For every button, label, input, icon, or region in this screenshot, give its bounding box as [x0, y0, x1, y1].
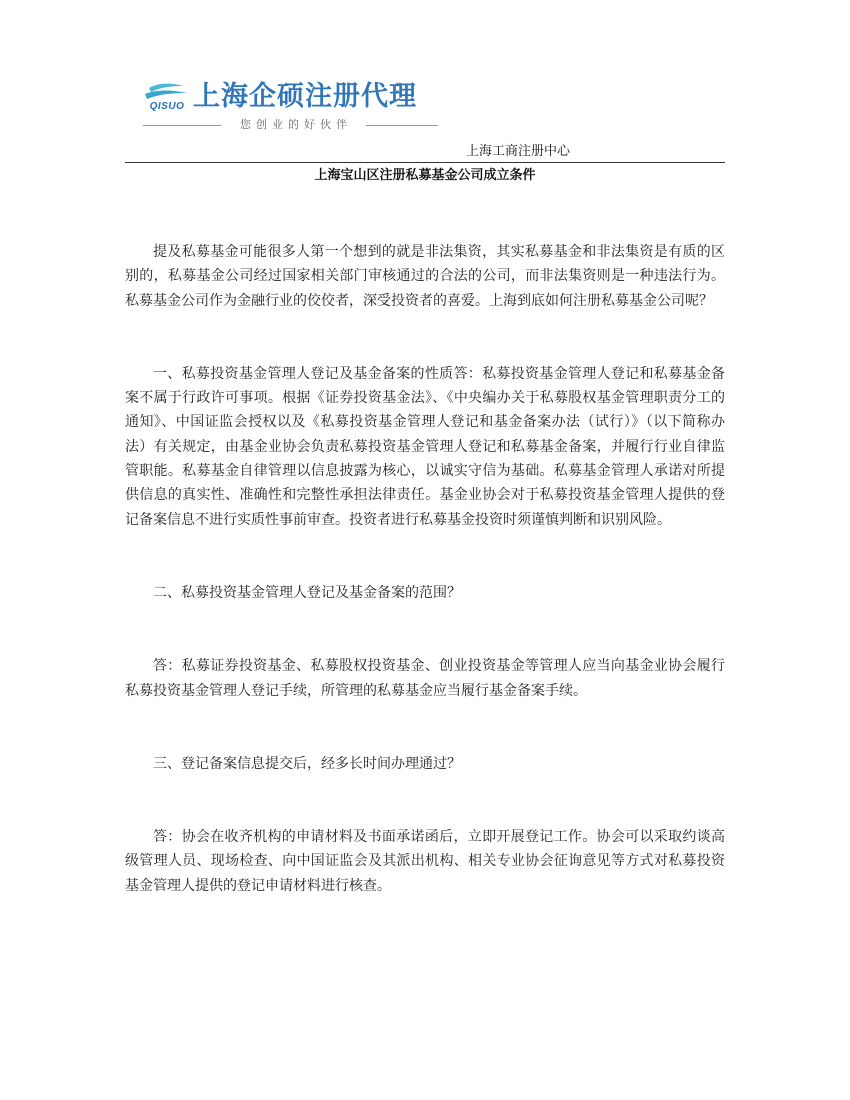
paragraph-section-1: 一、私募投资基金管理人登记及基金备案的性质答：私募投资基金管理人登记和私募基金备案不属于行政许可事项。根据《证券投资基金法》、《中央编办关于私募股权基金管理职责分工的通知》、中国证监会授权以及《私募投资基金管理人登记和基金备案办法（试行）》（以下简称办法）有关规定，由基金业协会负责私募投资基金管理人登记和私募基金备案，并履行行业自律监管职能。私募基金自律管理以信息披露为核心，以诚实守信为基础。私募基金管理人承诺对所提供信息的真实性、准确性和完整性承担法律责任。基金业协会对于私募投资基金管理人提供的登记备案信息不进行实质性事前审查。投资者进行私募基金投资时须谨慎判断和识别风险。 — [125, 365, 725, 528]
logo-tagline: 您创业的好伙伴 — [240, 118, 352, 131]
document-title: 上海宝山区注册私募基金公司成立条件 — [314, 168, 536, 183]
header-divider — [125, 162, 725, 163]
logo-tagline-row — [143, 118, 438, 132]
paragraph-answer-3: 答：协会在收齐机构的申请材料及书面承诺函后，立即开展登记工作。协会可以采取约谈高级管理人员、现场检查、向中国证监会及其派出机构、相关专业协会征询意见等方式对私募投资基金管理人提供的登记申请材料进行核查。 — [125, 829, 725, 894]
paragraph-question-2: 二、私募投资基金管理人登记及基金备案的范围？ — [153, 584, 461, 601]
company-logo — [143, 80, 443, 135]
document-body — [125, 240, 725, 947]
paragraph-answer-2: 答：私募证券投资基金、私募股权投资基金、创业投资基金等管理人应当向基金业协会履行私募投资基金管理人登记手续，所管理的私募基金应当履行基金备案手续。 — [125, 658, 725, 699]
paragraph-question-3: 三、登记备案信息提交后，经多长时间办理通过？ — [153, 755, 461, 772]
tagline-divider-right — [366, 125, 438, 126]
header-center-name: 上海工商注册中心 — [466, 144, 571, 159]
paragraph-intro: 提及私募基金可能很多人第一个想到的就是非法集资，其实私募基金和非法集资是有质的区别的，私募基金公司经过国家相关部门审核通过的合法的公司，而非法集资则是一种违法行为。私募基金公司作为金融行业的佼佼者，深受投资者的喜爱。上海到底如何注册私募基金公司呢？ — [125, 244, 725, 309]
logo-company-name: 上海企硕注册代理 — [193, 81, 417, 112]
logo-brand-word: QISUO — [149, 101, 185, 112]
tagline-divider-left — [143, 125, 221, 126]
